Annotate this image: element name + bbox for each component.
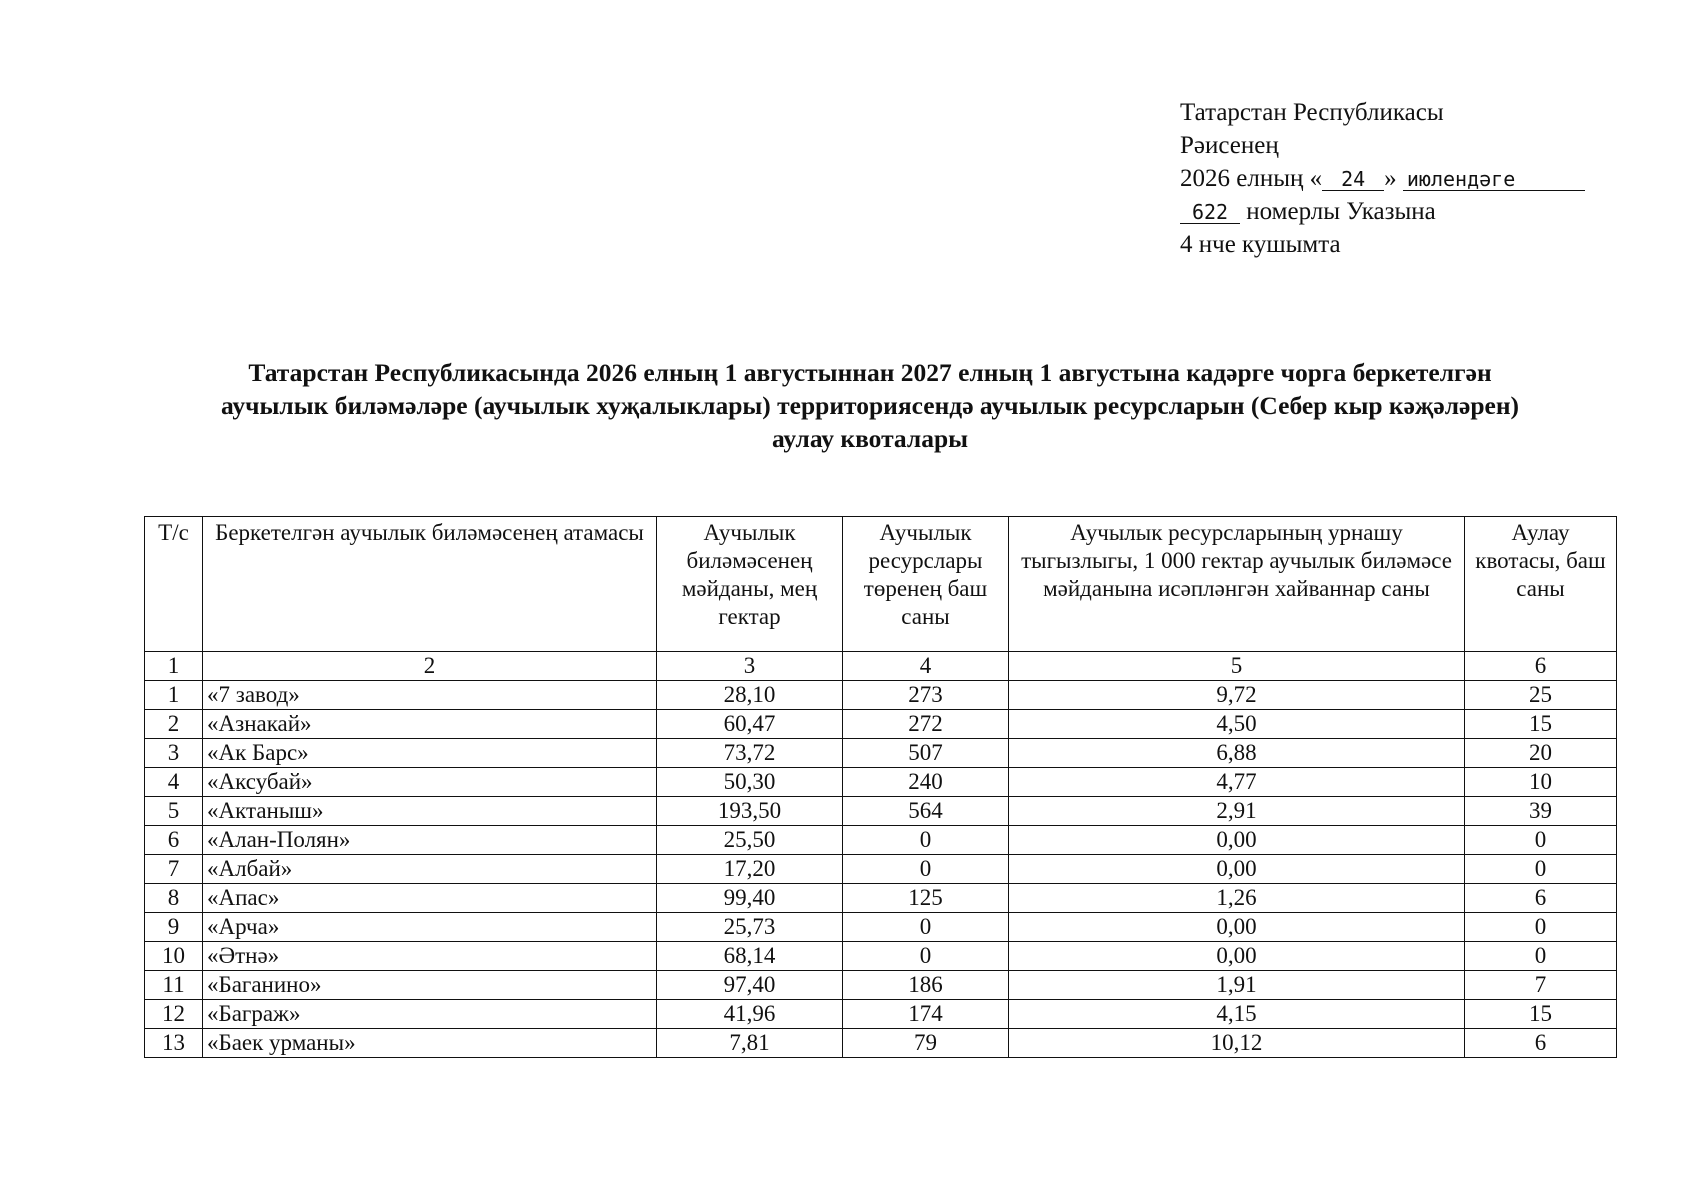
quota-cell: 25: [1465, 681, 1617, 710]
row-index-cell: 9: [145, 913, 203, 942]
density-cell: 2,91: [1009, 797, 1465, 826]
row-index-cell: 11: [145, 971, 203, 1000]
quota-cell: 0: [1465, 826, 1617, 855]
population-cell: 174: [843, 1000, 1009, 1029]
column-number-row: [145, 652, 1617, 681]
column-number: 3: [657, 652, 843, 681]
row-index-cell: 1: [145, 681, 203, 710]
row-index-cell: 12: [145, 1000, 203, 1029]
quota-cell: 0: [1465, 942, 1617, 971]
hunting-ground-name-cell: «Аксубай»: [203, 768, 657, 797]
density-cell: 4,77: [1009, 768, 1465, 797]
density-cell: 9,72: [1009, 681, 1465, 710]
table-row: [145, 797, 1617, 826]
density-cell: 1,26: [1009, 884, 1465, 913]
column-number: 6: [1465, 652, 1617, 681]
density-cell: 4,15: [1009, 1000, 1465, 1029]
header-date-mid: »: [1384, 165, 1397, 192]
table-row: [145, 913, 1617, 942]
hunting-ground-name-cell: «Апас»: [203, 884, 657, 913]
population-cell: 186: [843, 971, 1009, 1000]
hunting-ground-name-cell: «Баграж»: [203, 1000, 657, 1029]
table-header-row: [145, 517, 1617, 652]
header-decree-suffix: номерлы Указына: [1246, 198, 1436, 225]
table-row: [145, 1000, 1617, 1029]
header-president: Рәисенең: [1180, 132, 1279, 159]
quota-cell: 15: [1465, 710, 1617, 739]
quota-cell: 0: [1465, 855, 1617, 884]
hunting-ground-name-cell: «Баек урманы»: [203, 1029, 657, 1058]
column-header-quota: Аулау квотасы, баш саны: [1465, 517, 1617, 652]
header-date-line: [1180, 162, 1585, 195]
area-cell: 17,20: [657, 855, 843, 884]
table-body: [145, 652, 1617, 1058]
area-cell: 7,81: [657, 1029, 843, 1058]
hunting-ground-name-cell: «Албай»: [203, 855, 657, 884]
population-cell: 240: [843, 768, 1009, 797]
hunting-ground-name-cell: «Актаныш»: [203, 797, 657, 826]
quota-cell: 7: [1465, 971, 1617, 1000]
area-cell: 50,30: [657, 768, 843, 797]
column-header-density: Аучылык ресурсларының урнашу тыгызлыгы, 1 000 гектар аучылык биләмәсе мәйданына исәпләнгән хайваннар саны: [1009, 517, 1465, 652]
population-cell: 507: [843, 739, 1009, 768]
hunting-ground-name-cell: «Баганино»: [203, 971, 657, 1000]
header-date-day: 24: [1322, 168, 1384, 191]
quota-cell: 6: [1465, 884, 1617, 913]
hunting-ground-name-cell: «Алан-Полян»: [203, 826, 657, 855]
hunting-ground-name-cell: «Әтнә»: [203, 942, 657, 971]
density-cell: 1,91: [1009, 971, 1465, 1000]
row-index-cell: 7: [145, 855, 203, 884]
table-row: [145, 884, 1617, 913]
quota-cell: 10: [1465, 768, 1617, 797]
quota-table: [144, 516, 1617, 1058]
population-cell: 0: [843, 913, 1009, 942]
area-cell: 99,40: [657, 884, 843, 913]
hunting-ground-name-cell: «Азнакай»: [203, 710, 657, 739]
header-appendix-number: 4 нче кушымта: [1180, 231, 1341, 258]
table-row: [145, 1029, 1617, 1058]
area-cell: 97,40: [657, 971, 843, 1000]
density-cell: 4,50: [1009, 710, 1465, 739]
title-line-3: аулау квоталары: [771, 424, 969, 453]
area-cell: 68,14: [657, 942, 843, 971]
header-decree-number: 622: [1180, 201, 1240, 224]
column-number: 5: [1009, 652, 1465, 681]
row-index-cell: 6: [145, 826, 203, 855]
row-index-cell: 10: [145, 942, 203, 971]
area-cell: 41,96: [657, 1000, 843, 1029]
table-row: [145, 710, 1617, 739]
density-cell: 0,00: [1009, 913, 1465, 942]
population-cell: 0: [843, 826, 1009, 855]
hunting-ground-name-cell: «Арча»: [203, 913, 657, 942]
population-cell: 0: [843, 855, 1009, 884]
table-row: [145, 739, 1617, 768]
quota-cell: 39: [1465, 797, 1617, 826]
area-cell: 28,10: [657, 681, 843, 710]
population-cell: 125: [843, 884, 1009, 913]
column-number: 2: [203, 652, 657, 681]
density-cell: 10,12: [1009, 1029, 1465, 1058]
area-cell: 73,72: [657, 739, 843, 768]
density-cell: 6,88: [1009, 739, 1465, 768]
row-index-cell: 2: [145, 710, 203, 739]
row-index-cell: 13: [145, 1029, 203, 1058]
area-cell: 60,47: [657, 710, 843, 739]
row-index-cell: 8: [145, 884, 203, 913]
table-row: [145, 855, 1617, 884]
column-header-name: Беркетелгән аучылык биләмәсенең атамасы: [203, 517, 657, 652]
table-row: [145, 942, 1617, 971]
row-index-cell: 4: [145, 768, 203, 797]
header-decree-line: [1180, 195, 1585, 228]
quota-cell: 0: [1465, 913, 1617, 942]
population-cell: 273: [843, 681, 1009, 710]
row-index-cell: 3: [145, 739, 203, 768]
header-date-month: июлендәге: [1403, 168, 1585, 191]
area-cell: 193,50: [657, 797, 843, 826]
column-header-area: Аучылык биләмәсенең мәйданы, мең гектар: [657, 517, 843, 652]
population-cell: 79: [843, 1029, 1009, 1058]
hunting-ground-name-cell: «Ак Барс»: [203, 739, 657, 768]
hunting-ground-name-cell: «7 завод»: [203, 681, 657, 710]
title-line-2: аучылык биләмәләре (аучылык хуҗалыклары) территориясендә аучылык ресурсларын (Себер кыр кәҗәләрен): [220, 391, 1520, 420]
quota-cell: 20: [1465, 739, 1617, 768]
column-number: 4: [843, 652, 1009, 681]
density-cell: 0,00: [1009, 826, 1465, 855]
area-cell: 25,50: [657, 826, 843, 855]
table-row: [145, 826, 1617, 855]
density-cell: 0,00: [1009, 855, 1465, 884]
title-line-1: Татарстан Республикасында 2026 елның 1 августыннан 2027 елның 1 августына кадәрге чорга беркетелгән: [248, 358, 1492, 387]
row-index-cell: 5: [145, 797, 203, 826]
column-header-population: Аучылык ресурслары төренең баш саны: [843, 517, 1009, 652]
header-republic: Татарстан Республикасы: [1180, 99, 1444, 126]
column-number: 1: [145, 652, 203, 681]
header-date-prefix: 2026 елның «: [1180, 165, 1323, 192]
population-cell: 564: [843, 797, 1009, 826]
table-row: [145, 768, 1617, 797]
appendix-header: [1180, 96, 1585, 261]
document-title: [120, 356, 1620, 455]
quota-cell: 15: [1465, 1000, 1617, 1029]
population-cell: 272: [843, 710, 1009, 739]
quota-cell: 6: [1465, 1029, 1617, 1058]
density-cell: 0,00: [1009, 942, 1465, 971]
table-row: [145, 971, 1617, 1000]
population-cell: 0: [843, 942, 1009, 971]
column-header-index: Т/с: [145, 517, 203, 652]
area-cell: 25,73: [657, 913, 843, 942]
table-row: [145, 681, 1617, 710]
